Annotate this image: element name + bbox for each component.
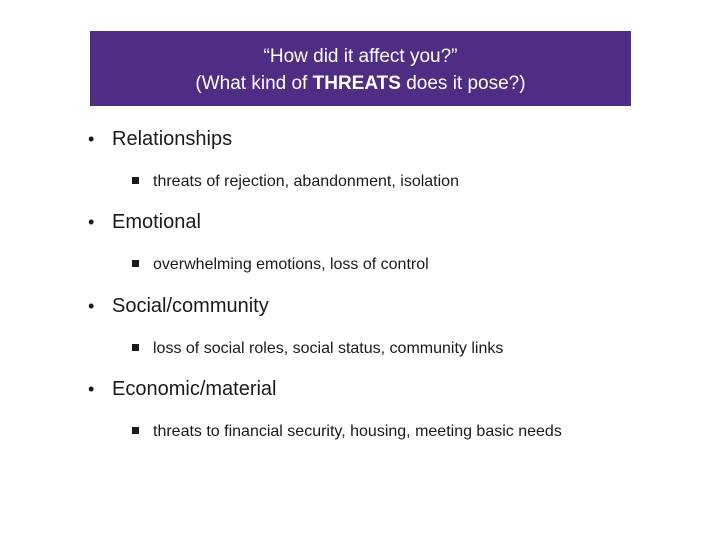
bullet-label: Social/community xyxy=(112,295,269,317)
bullet-dot-icon: • xyxy=(88,296,95,316)
square-bullet-icon xyxy=(132,177,139,184)
sub-bullet-item xyxy=(132,172,459,192)
title-line-2-start: (What kind of xyxy=(195,73,313,94)
square-bullet-icon xyxy=(132,427,139,434)
sub-bullet-text: threats of rejection, abandonment, isolation xyxy=(153,173,459,190)
sub-bullet-text: overwhelming emotions, loss of control xyxy=(153,256,429,273)
sub-bullet-item xyxy=(132,422,562,442)
title-line-1: “How did it affect you?” xyxy=(263,46,458,67)
bullet-label: Economic/material xyxy=(112,378,277,400)
square-bullet-icon xyxy=(132,344,139,351)
bullet-label: Emotional xyxy=(112,211,201,233)
bullet-item xyxy=(88,377,277,401)
bullet-dot-icon: • xyxy=(88,129,95,149)
title-emphasis: THREATS xyxy=(312,73,401,94)
bullet-item xyxy=(88,127,232,151)
sub-bullet-item xyxy=(132,255,429,275)
sub-bullet-item xyxy=(132,339,503,359)
sub-bullet-text: threats to financial security, housing, meeting basic needs xyxy=(153,423,562,440)
sub-bullet-text: loss of social roles, social status, community links xyxy=(153,340,504,357)
bullet-dot-icon: • xyxy=(88,212,95,232)
bullet-dot-icon: • xyxy=(88,379,95,399)
bullet-label: Relationships xyxy=(112,128,233,150)
title-line-2-end: does it pose?) xyxy=(400,73,526,94)
bullet-item xyxy=(88,210,201,234)
square-bullet-icon xyxy=(132,260,139,267)
bullet-item xyxy=(88,294,269,318)
